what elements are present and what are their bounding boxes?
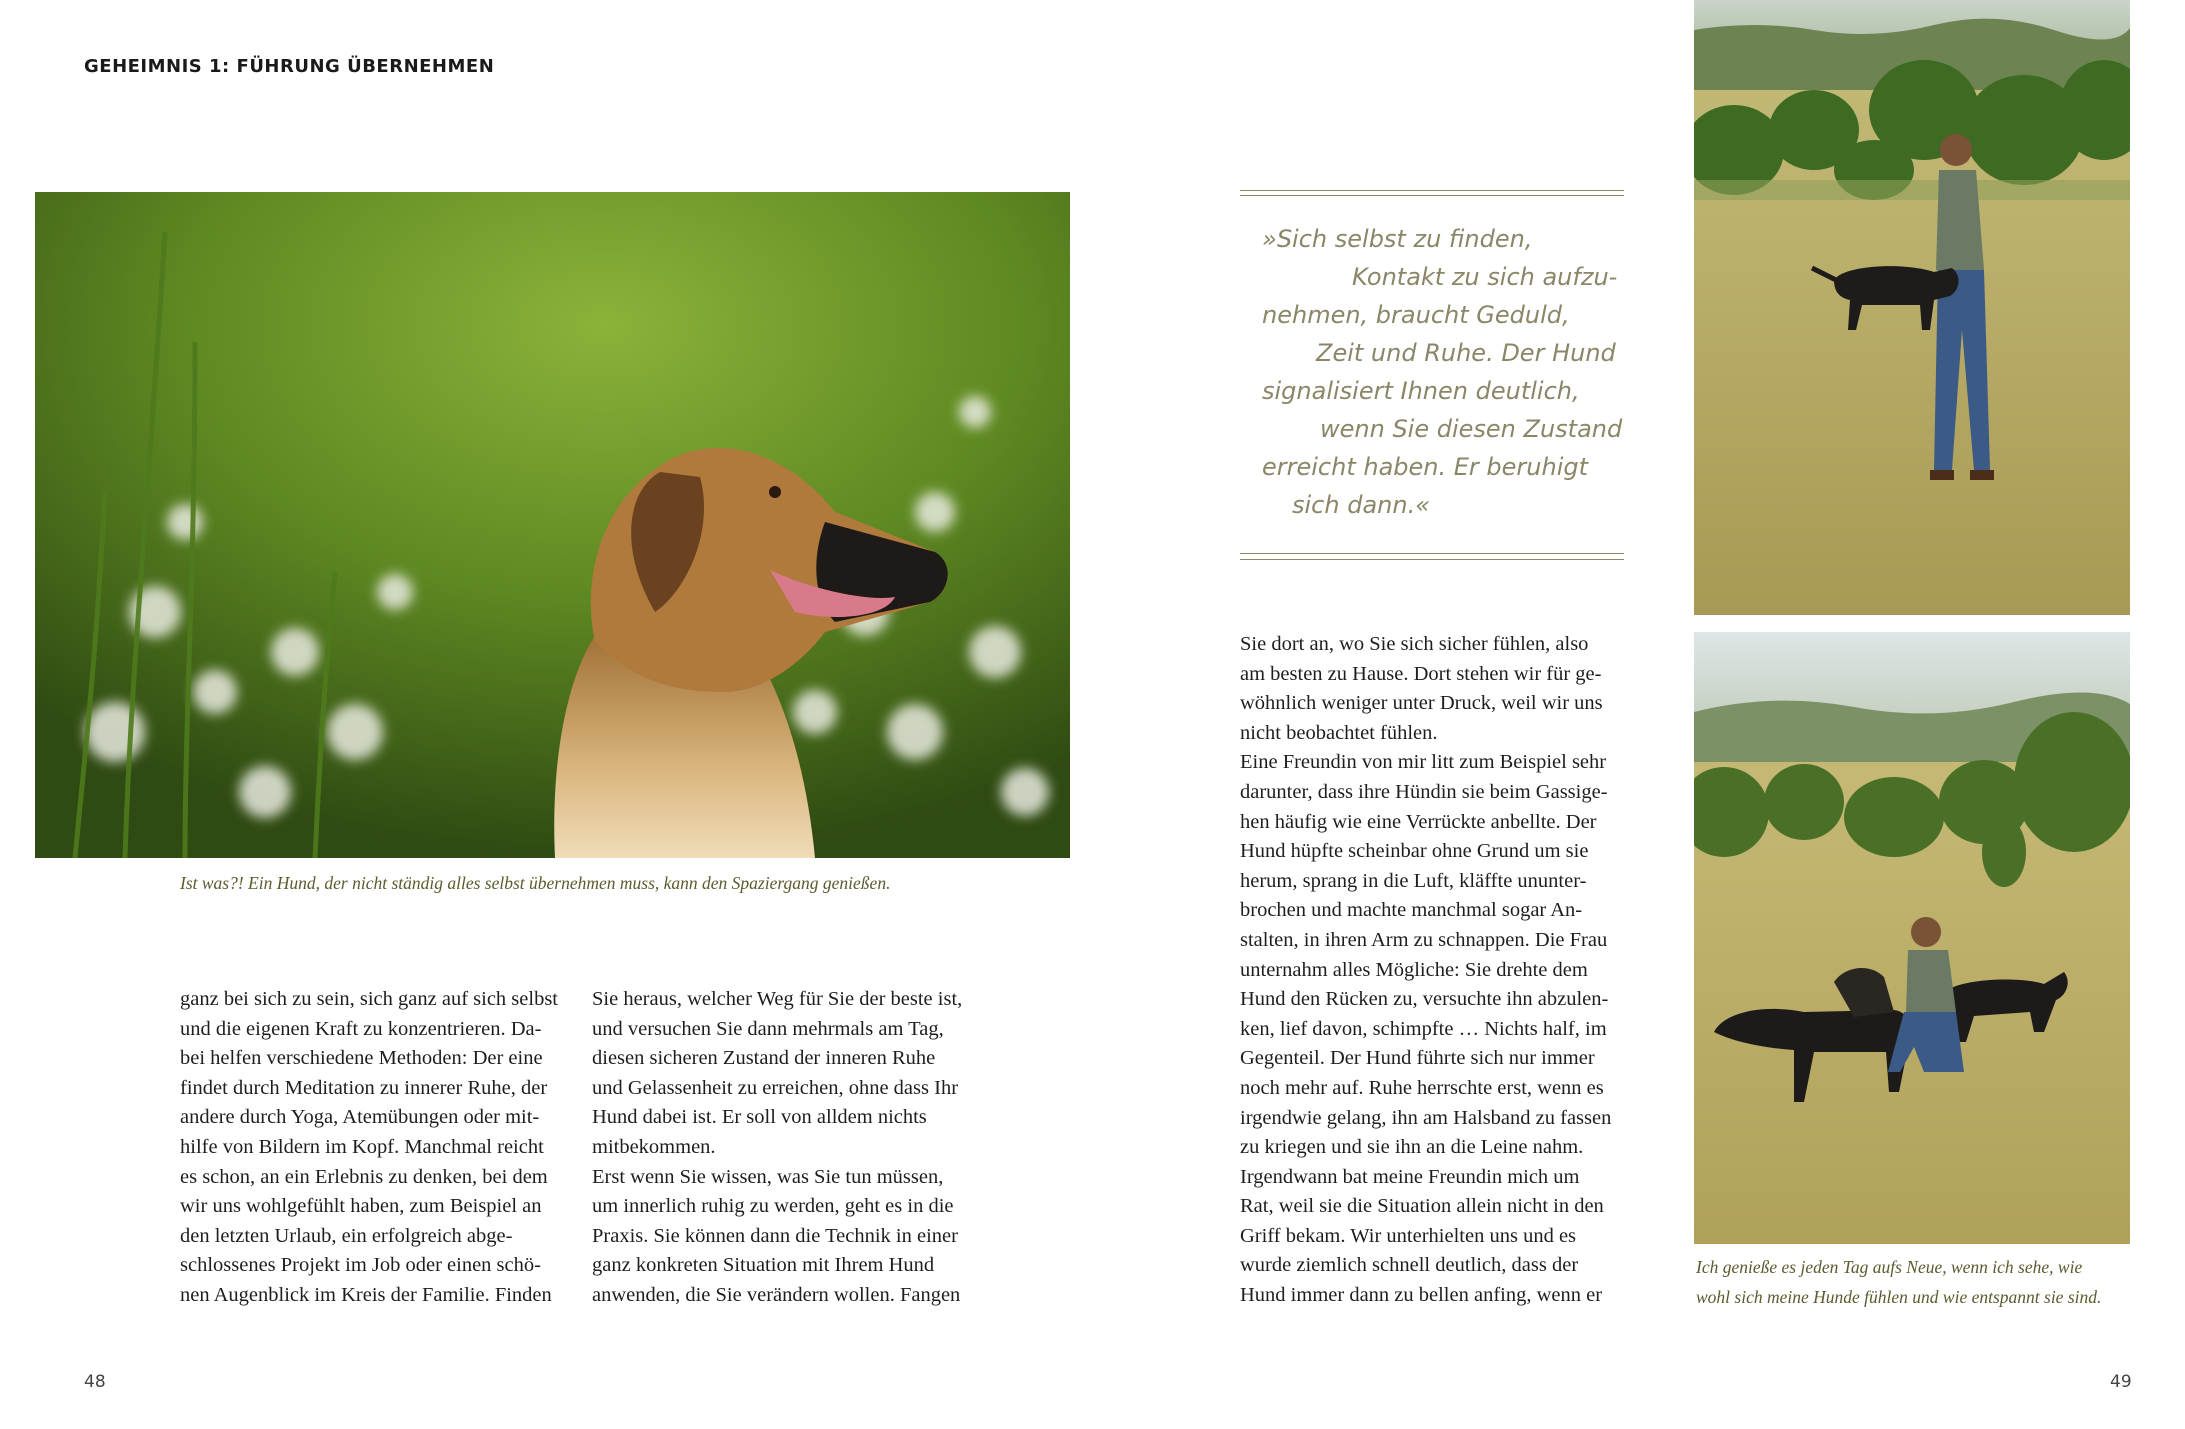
dog-photo-caption: Ist was?! Ein Hund, der nicht ständig alles selbst übernehmen muss, kann den Spaziergang genießen. (180, 873, 891, 893)
text-line: Erst wenn Sie wissen, was Sie tun müssen, (592, 1165, 944, 1188)
text-line: stalten, in ihren Arm zu schnappen. Die Frau (1240, 928, 1608, 951)
text-line: Sie heraus, welcher Weg für Sie der beste ist, (592, 988, 963, 1010)
text-line: nicht beobachtet fühlen. (1240, 721, 1438, 744)
text-line: Eine Freundin von mir litt zum Beispiel sehr (1240, 751, 1607, 774)
text-line: Irgendwann bat meine Freundin mich um (1240, 1165, 1580, 1188)
text-line: ken, lief davon, schimpfte … Nichts half, im (1240, 1017, 1607, 1040)
text-line: andere durch Yoga, Atemübungen oder mit- (180, 1106, 540, 1129)
text-line: Hund den Rücken zu, versuchte ihn abzulen- (1240, 988, 1609, 1011)
text-line: wurde ziemlich schnell deutlich, dass der (1240, 1254, 1579, 1277)
text-line: ganz konkreten Situation mit Ihrem Hund (592, 1254, 935, 1277)
text-line: hen häufig wie eine Verrückte anbellte. Der (1240, 810, 1597, 833)
text-line: ganz bei sich zu sein, sich ganz auf sich selbst (180, 988, 558, 1010)
text-line: um innerlich ruhig zu werden, geht es in die (592, 1195, 954, 1218)
text-column-1 (180, 985, 580, 1311)
text-line: zu kriegen und sie ihn an die Leine nahm. (1240, 1136, 1584, 1159)
pull-quote (1240, 190, 1624, 566)
text-line: mitbekommen. (592, 1135, 716, 1158)
text-line: es schon, an ein Erlebnis zu denken, bei dem (180, 1165, 548, 1188)
quote-line: nehmen, braucht Geduld, (1262, 301, 1570, 329)
text-line: Praxis. Sie können dann die Technik in einer (592, 1224, 958, 1247)
text-line: und die eigenen Kraft zu konzentrieren. Da- (180, 1017, 542, 1040)
text-line: nen Augenblick im Kreis der Familie. Finden (180, 1283, 552, 1306)
text-line: irgendwie gelang, ihn am Halsband zu fassen (1240, 1106, 1612, 1129)
text-line: darunter, dass ihre Hündin sie beim Gassige- (1240, 780, 1608, 803)
text-line: am besten zu Hause. Dort stehen wir für ge- (1240, 662, 1602, 685)
text-line: und versuchen Sie dann mehrmals am Tag, (592, 1017, 944, 1040)
text-line: diesen sicheren Zustand der inneren Ruhe (592, 1047, 936, 1070)
page-number-left: 48 (84, 1372, 106, 1392)
text-line: Gegenteil. Der Hund führte sich nur immer (1240, 1047, 1595, 1070)
quote-line: erreicht haben. Er beruhigt (1262, 453, 1589, 481)
text-line: Hund immer dann zu bellen anfing, wenn er (1240, 1284, 1603, 1307)
quote-line: Kontakt zu sich aufzu- (1352, 263, 1618, 291)
text-line: den letzten Urlaub, ein erfolgreich abge- (180, 1224, 513, 1247)
text-column-2 (592, 985, 992, 1311)
quote-line: wenn Sie diesen Zustand (1320, 415, 1623, 443)
text-line: Hund dabei ist. Er soll von alldem nichts (592, 1106, 927, 1129)
text-line: und Gelassenheit zu erreichen, ohne dass Ihr (592, 1076, 959, 1099)
quote-line: signalisiert Ihnen deutlich, (1262, 377, 1580, 405)
text-line: noch mehr auf. Ruhe herrschte erst, wenn es (1240, 1076, 1604, 1099)
text-line: herum, sprang in die Luft, kläffte ununter- (1240, 869, 1587, 892)
text-line: Rat, weil sie die Situation allein nicht in den (1240, 1195, 1604, 1218)
quote-text (1262, 220, 1622, 524)
quote-top-rule (1240, 190, 1624, 191)
text-line: Griff bekam. Wir unterhielten uns und es (1240, 1224, 1577, 1247)
quote-line: Zeit und Ruhe. Der Hund (1316, 339, 1616, 367)
page-number-right: 49 (2110, 1372, 2132, 1392)
quote-bottom-rule (1240, 553, 1624, 554)
quote-bottom-rule-2 (1240, 559, 1624, 560)
man-with-three-dogs-photo (1694, 632, 2130, 1244)
text-line: wir uns wohlgefühlt haben, zum Beispiel an (180, 1195, 542, 1218)
man-with-dog-photo (1694, 0, 2130, 615)
text-line: schlossenes Projekt im Job oder einen schö- (180, 1254, 541, 1277)
text-line: Hund hüpfte scheinbar ohne Grund um sie (1240, 840, 1589, 863)
quote-line: sich dann.« (1292, 491, 1431, 519)
text-column-3 (1240, 630, 1640, 1311)
quote-top-rule-2 (1240, 195, 1624, 196)
text-line: Sie dort an, wo Sie sich sicher fühlen, also (1240, 633, 1589, 655)
text-line: findet durch Meditation zu innerer Ruhe, der (180, 1076, 548, 1099)
running-head: GEHEIMNIS 1: FÜHRUNG ÜBERNEHMEN (84, 56, 495, 77)
caption-line: Ich genieße es jeden Tag aufs Neue, wenn ich sehe, wie (1696, 1257, 2083, 1277)
text-line: bei helfen verschiedene Methoden: Der eine (180, 1047, 543, 1070)
text-line: brochen und machte manchmal sogar An- (1240, 899, 1583, 922)
text-line: hilfe von Bildern im Kopf. Manchmal reicht (180, 1135, 544, 1158)
right-photo-caption (1696, 1252, 2136, 1312)
text-line: anwenden, die Sie verändern wollen. Fangen (592, 1283, 961, 1306)
text-line: wöhnlich weniger unter Druck, weil wir uns (1240, 692, 1603, 715)
dog-photo (35, 192, 1070, 858)
quote-line: »Sich selbst zu finden, (1262, 225, 1533, 253)
caption-line: wohl sich meine Hunde fühlen und wie entspannt sie sind. (1696, 1287, 2102, 1307)
text-line: unternahm alles Mögliche: Sie drehte dem (1240, 958, 1588, 981)
